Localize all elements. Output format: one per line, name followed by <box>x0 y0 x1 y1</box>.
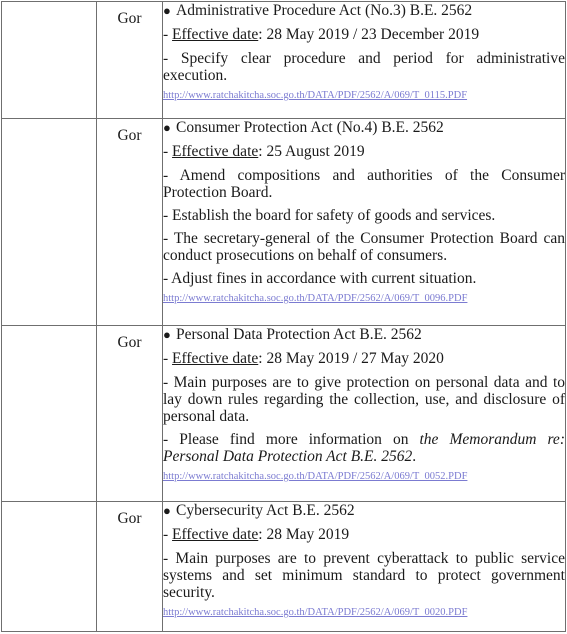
act-title: ● Consumer Protection Act (No.4) B.E. 2562 <box>163 119 444 136</box>
gazette-link[interactable]: http://www.ratchakitcha.soc.go.th/DATA/PDF/2562/A/069/T_0020.PDF <box>163 607 468 618</box>
bullet-icon: ● <box>163 3 171 18</box>
gazette-link[interactable]: http://www.ratchakitcha.soc.go.th/DATA/PDF/2562/A/069/T_0052.PDF <box>163 471 468 482</box>
effective-date: - Effective date: 28 May 2019 / 27 May 2020 <box>163 350 444 367</box>
effective-date-label: Effective date <box>172 526 259 543</box>
category-cell <box>97 502 163 632</box>
effective-date-value: : 28 May 2019 / 27 May 2020 <box>258 350 444 367</box>
table-row <box>2 326 566 502</box>
act-point: - Establish the board for safety of goods and services. <box>163 207 496 224</box>
effective-date-label: Effective date <box>172 143 259 160</box>
act-title: ● Cybersecurity Act B.E. 2562 <box>163 502 355 519</box>
act-note: - Please find more information on the Memorandum re: Personal Data Protection Act B.E. 2562. <box>163 431 565 465</box>
effective-date: - Effective date: 25 August 2019 <box>163 143 365 160</box>
table-row <box>2 2 566 119</box>
effective-date-value: : 28 May 2019 / 23 December 2019 <box>258 26 480 43</box>
effective-date-label: Effective date <box>172 26 259 43</box>
empty-cell <box>2 2 97 119</box>
category-label: Gor <box>117 10 142 27</box>
act-point: - Amend compositions and authorities of the Consumer Protection Board. <box>163 167 565 201</box>
empty-cell <box>2 326 97 502</box>
gazette-link[interactable]: http://www.ratchakitcha.soc.go.th/DATA/PDF/2562/A/069/T_0115.PDF <box>163 90 468 101</box>
table-row <box>2 502 566 632</box>
empty-cell <box>2 119 97 326</box>
memorandum-title: the Memorandum re: Personal Data Protection Act B.E. 2562 <box>163 431 565 465</box>
act-point: - The secretary-general of the Consumer Protection Board can conduct prosecutions on behalf of consumers. <box>163 230 565 264</box>
category-label: Gor <box>117 510 142 527</box>
bullet-icon: ● <box>163 120 171 135</box>
act-title: ● Administrative Procedure Act (No.3) B.E. 2562 <box>163 2 473 19</box>
act-cell <box>163 502 566 632</box>
effective-date: - Effective date: 28 May 2019 <box>163 526 350 543</box>
act-title: ● Personal Data Protection Act B.E. 2562 <box>163 326 422 343</box>
category-cell <box>97 2 163 119</box>
category-label: Gor <box>117 127 142 144</box>
category-cell <box>97 119 163 326</box>
bullet-icon: ● <box>163 503 171 518</box>
empty-cell <box>2 502 97 632</box>
category-label: Gor <box>117 334 142 351</box>
effective-date: - Effective date: 28 May 2019 / 23 December 2019 <box>163 26 480 43</box>
act-point: - Main purposes are to give protection on personal data and to lay down rules regarding the collection, use, and disclosure of personal data. <box>163 374 565 425</box>
gazette-link[interactable]: http://www.ratchakitcha.soc.go.th/DATA/PDF/2562/A/069/T_0096.PDF <box>163 293 468 304</box>
act-cell <box>163 2 566 119</box>
act-point: - Main purposes are to prevent cyberattack to public service systems and set minimum standard to protect government security. <box>163 550 565 601</box>
effective-date-value: : 28 May 2019 <box>258 526 350 543</box>
act-point: - Specify clear procedure and period for administrative execution. <box>163 50 565 84</box>
act-point: - Adjust fines in accordance with current situation. <box>163 270 477 287</box>
table-row <box>2 119 566 326</box>
legislation-table <box>1 1 566 632</box>
category-cell <box>97 326 163 502</box>
effective-date-value: : 25 August 2019 <box>258 143 365 160</box>
effective-date-label: Effective date <box>172 350 259 367</box>
act-cell <box>163 326 566 502</box>
act-cell <box>163 119 566 326</box>
bullet-icon: ● <box>163 327 171 342</box>
